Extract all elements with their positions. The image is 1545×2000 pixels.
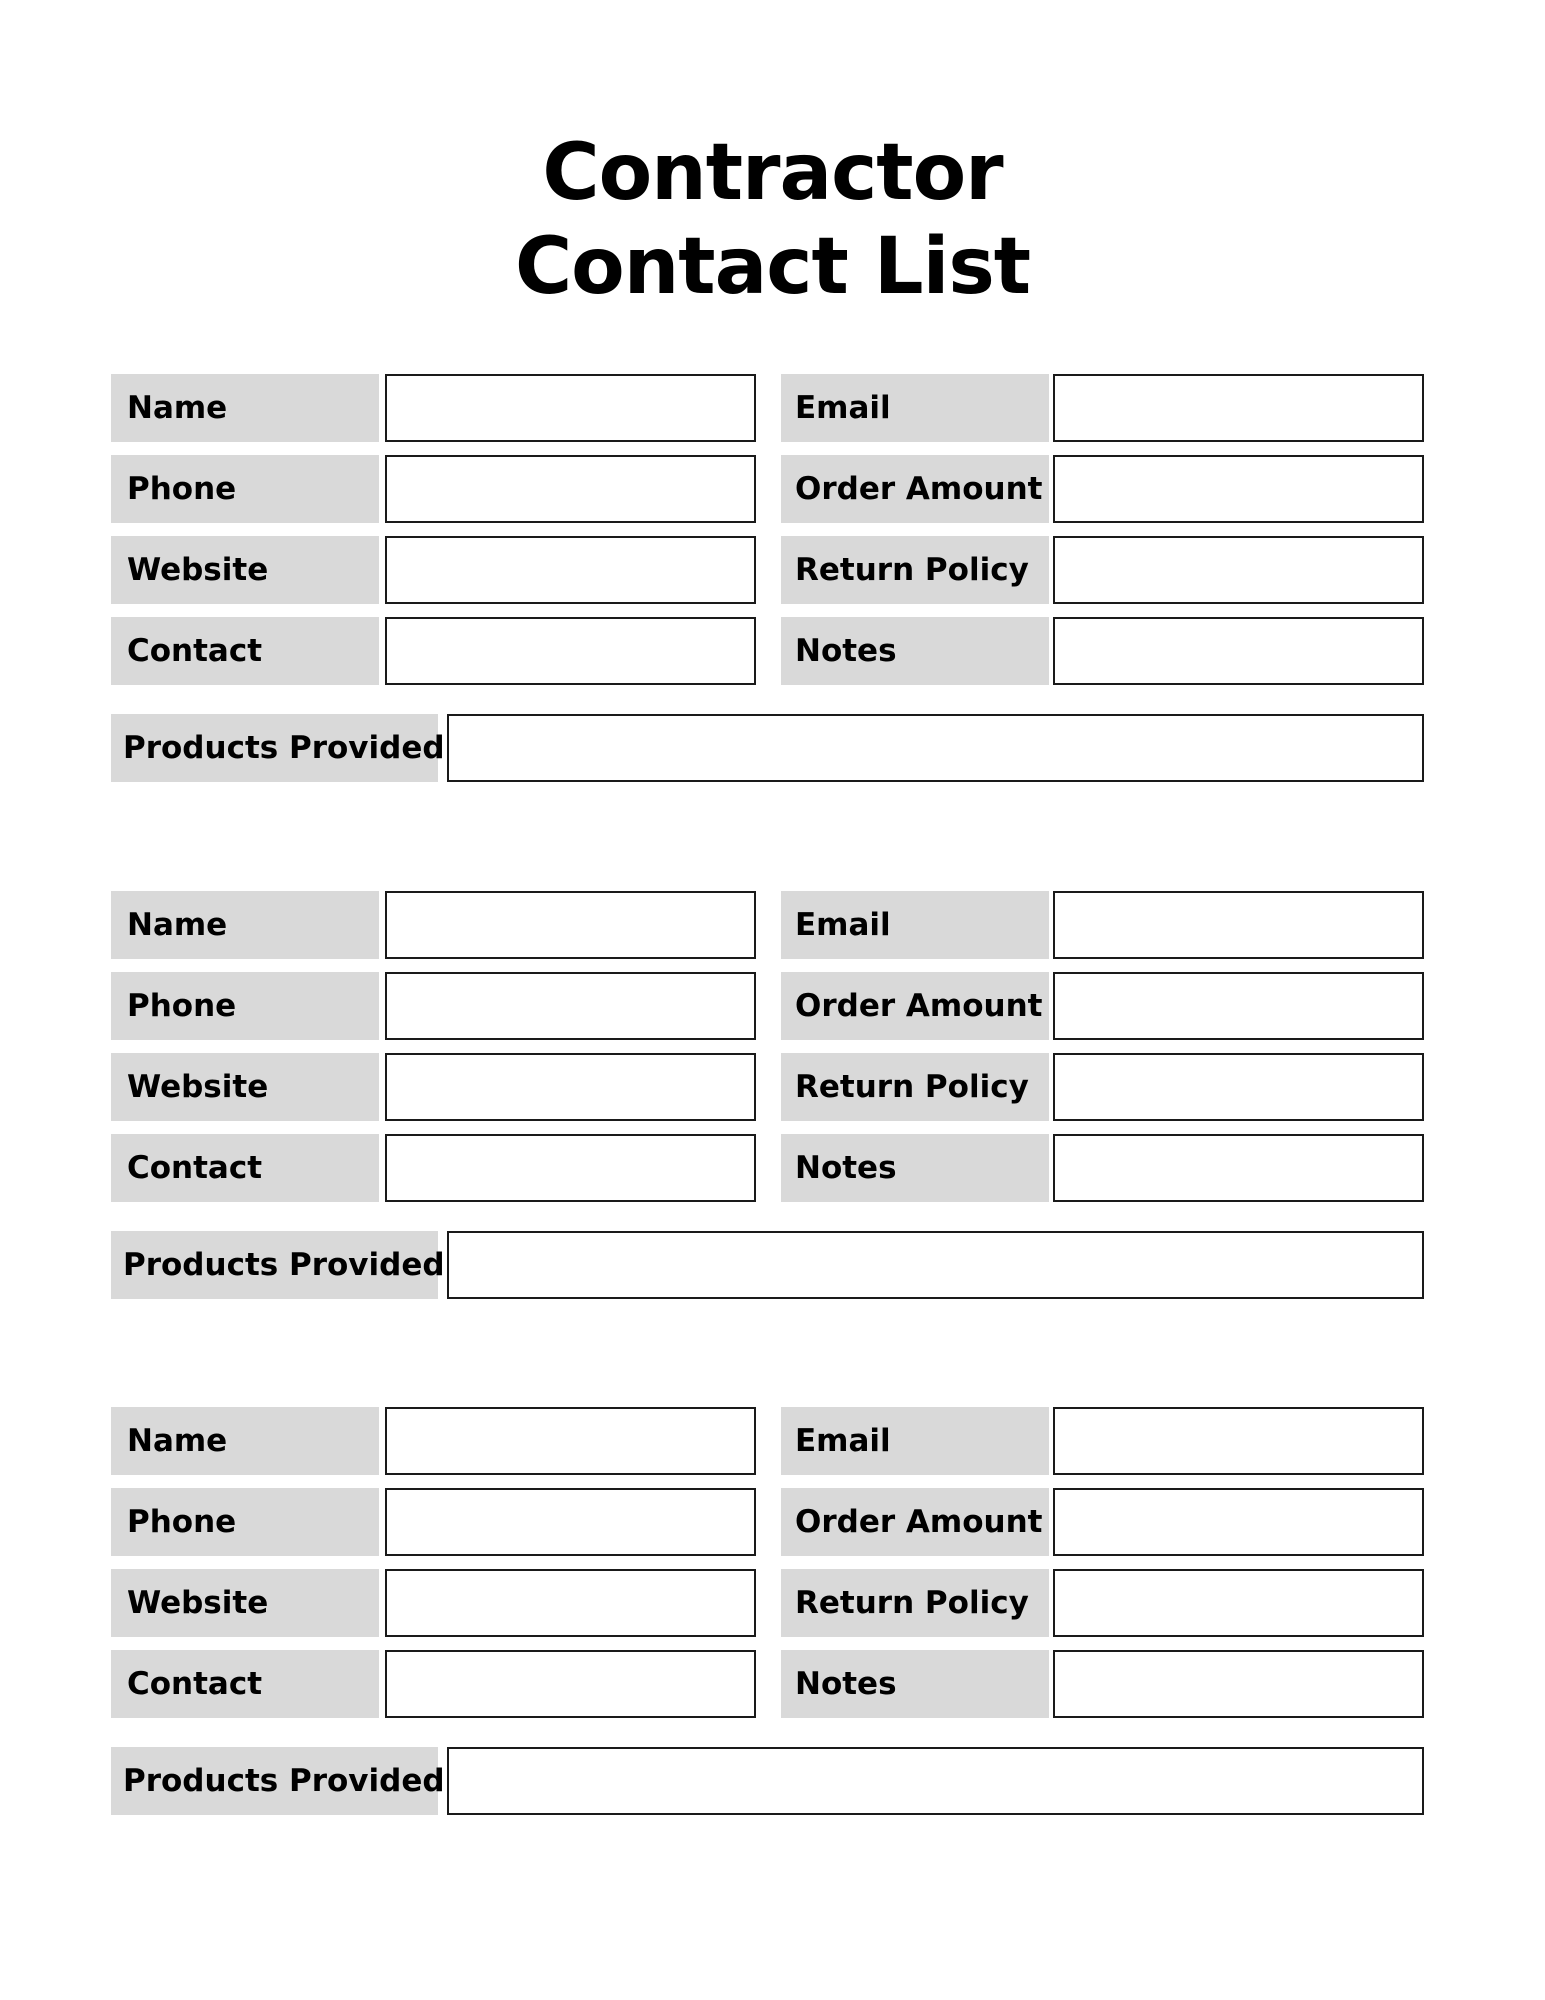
- return-policy-field[interactable]: [1053, 1569, 1424, 1637]
- products-provided-label: Products Provided: [111, 1231, 438, 1299]
- notes-field[interactable]: [1053, 1134, 1424, 1202]
- email-label: Email: [781, 891, 1049, 959]
- email-field[interactable]: [1053, 1407, 1424, 1475]
- notes-label: Notes: [781, 617, 1049, 685]
- contact-field[interactable]: [385, 617, 756, 685]
- website-field[interactable]: [385, 536, 756, 604]
- products-provided-label: Products Provided: [111, 1747, 438, 1815]
- contractor-entry-3: [0, 1407, 1545, 1817]
- notes-field[interactable]: [1053, 1650, 1424, 1718]
- order-amount-field[interactable]: [1053, 1488, 1424, 1556]
- products-provided-field[interactable]: [447, 714, 1424, 782]
- return-policy-label: Return Policy: [781, 1053, 1049, 1121]
- phone-field[interactable]: [385, 1488, 756, 1556]
- website-field[interactable]: [385, 1053, 756, 1121]
- website-field[interactable]: [385, 1569, 756, 1637]
- phone-field[interactable]: [385, 972, 756, 1040]
- name-field[interactable]: [385, 374, 756, 442]
- contact-label: Contact: [111, 1650, 379, 1718]
- order-amount-label: Order Amount: [781, 455, 1049, 523]
- contractor-entry-1: [0, 374, 1545, 784]
- phone-label: Phone: [111, 1488, 379, 1556]
- products-provided-label: Products Provided: [111, 714, 438, 782]
- website-label: Website: [111, 536, 379, 604]
- order-amount-label: Order Amount: [781, 1488, 1049, 1556]
- contact-field[interactable]: [385, 1650, 756, 1718]
- website-label: Website: [111, 1053, 379, 1121]
- website-label: Website: [111, 1569, 379, 1637]
- order-amount-label: Order Amount: [781, 972, 1049, 1040]
- return-policy-label: Return Policy: [781, 536, 1049, 604]
- contractor-entry-2: [0, 891, 1545, 1301]
- contact-field[interactable]: [385, 1134, 756, 1202]
- name-field[interactable]: [385, 1407, 756, 1475]
- name-label: Name: [111, 1407, 379, 1475]
- return-policy-field[interactable]: [1053, 1053, 1424, 1121]
- name-label: Name: [111, 891, 379, 959]
- contact-label: Contact: [111, 617, 379, 685]
- email-label: Email: [781, 374, 1049, 442]
- title-line-2: Contact List: [514, 222, 1031, 312]
- products-provided-field[interactable]: [447, 1231, 1424, 1299]
- order-amount-field[interactable]: [1053, 972, 1424, 1040]
- notes-field[interactable]: [1053, 617, 1424, 685]
- contact-label: Contact: [111, 1134, 379, 1202]
- title-line-1: Contractor: [542, 128, 1003, 218]
- order-amount-field[interactable]: [1053, 455, 1424, 523]
- name-field[interactable]: [385, 891, 756, 959]
- return-policy-label: Return Policy: [781, 1569, 1049, 1637]
- products-provided-field[interactable]: [447, 1747, 1424, 1815]
- email-field[interactable]: [1053, 891, 1424, 959]
- phone-label: Phone: [111, 972, 379, 1040]
- phone-field[interactable]: [385, 455, 756, 523]
- notes-label: Notes: [781, 1650, 1049, 1718]
- notes-label: Notes: [781, 1134, 1049, 1202]
- return-policy-field[interactable]: [1053, 536, 1424, 604]
- email-field[interactable]: [1053, 374, 1424, 442]
- phone-label: Phone: [111, 455, 379, 523]
- page-title: [0, 126, 1545, 314]
- email-label: Email: [781, 1407, 1049, 1475]
- name-label: Name: [111, 374, 379, 442]
